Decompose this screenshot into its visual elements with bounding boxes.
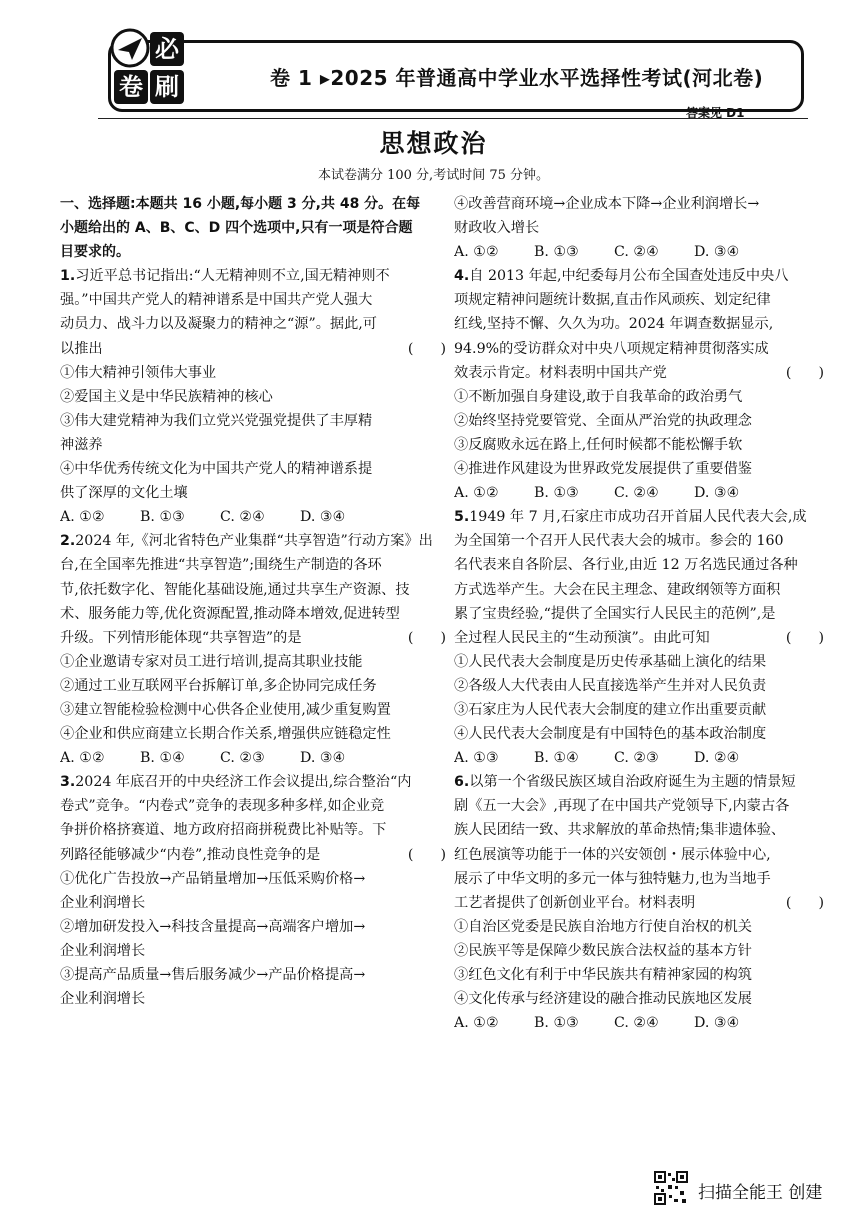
- question-number: 4.: [454, 268, 470, 285]
- text-line: ③提高产品质量→售后服务减少→产品价格提高→: [60, 967, 366, 983]
- text-line: ①伟大精神引领伟大事业: [60, 364, 217, 381]
- answer-options: [454, 746, 824, 770]
- text-line: 卷式”竞争。“内卷式”竞争的表现多种多样,如企业竞: [60, 798, 385, 815]
- question-text: 2024 年,《河北省特色产业集群“共享智造”行动方案》出: [75, 533, 433, 550]
- option-b: B. ①③: [140, 509, 185, 526]
- option-a: A. ①③: [454, 750, 499, 767]
- answer-reference: 答案见 D1: [686, 106, 745, 120]
- text-line: ④改善营商环境→企业成本下降→企业利润增长→: [454, 196, 760, 212]
- logo-char-bi: 必: [150, 32, 184, 66]
- question-stem-end: [60, 843, 446, 867]
- question-stem-end: [60, 626, 446, 650]
- question-number: 5.: [454, 509, 470, 526]
- stem-text: 以推出: [60, 340, 103, 357]
- text-line: ④推进作风建设为世界政党发展提供了重要借鉴: [454, 461, 752, 478]
- question-start: [454, 770, 824, 794]
- text-line: ③红色文化有利于中华民族共有精神家园的构筑: [454, 967, 752, 983]
- scanner-watermark: 扫描全能王 创建: [698, 1183, 823, 1203]
- logo-char-shua: 刷: [150, 70, 184, 104]
- text-line: 财政收入增长: [454, 220, 540, 237]
- answer-blank: ( ): [407, 629, 446, 646]
- question-start: [454, 505, 824, 529]
- text-line: 节,依托数字化、智能化基础设施,通过共享生产资源、技: [60, 581, 410, 598]
- answer-blank: ( ): [785, 629, 824, 646]
- text-line: 94.9%的受访群众对中央八项规定精神贯彻落实成: [454, 340, 769, 357]
- question-text: 以第一个省级民族区域自治政府诞生为主题的情景短: [469, 774, 796, 791]
- text-line: ④文化传承与经济建设的融合推动民族地区发展: [454, 991, 752, 1008]
- text-line: 红线,坚持不懈、久久为功。2024 年调查数据显示,: [454, 316, 774, 333]
- answer-blank: ( ): [407, 846, 446, 863]
- option-a: A. ①②: [454, 1015, 499, 1032]
- question-stem-end: [454, 626, 824, 650]
- option-c: C. ②④: [220, 509, 265, 526]
- stem-text: 列路径能够减少“内卷”,推动良性竞争的是: [60, 846, 321, 863]
- stem-text: 全过程人民民主的“生动预演”。由此可知: [454, 629, 710, 646]
- text-line: 展示了中华文明的多元一体与独特魅力,也为当地手: [454, 870, 771, 887]
- text-line: ③石家庄为人民代表大会制度的建立作出重要贡献: [454, 701, 767, 718]
- header-rule: [98, 118, 808, 119]
- option-b: B. ①③: [534, 1015, 579, 1032]
- option-b: B. ①④: [140, 750, 185, 767]
- option-a: A. ①②: [454, 244, 499, 261]
- text-line: 族人民团结一致、共求解放的革命热情;集非遗体验、: [454, 822, 786, 839]
- text-line: 累了宝贵经验,“提供了全国实行人民民主的范例”,是: [454, 605, 776, 622]
- text-line: ③反腐败永远在路上,任何时候都不能松懈手软: [454, 436, 743, 453]
- stem-text: 效表示肯定。材料表明中国共产党: [454, 364, 667, 381]
- option-d: D. ③④: [694, 244, 740, 261]
- option-d: D. ③④: [300, 750, 346, 767]
- exam-title: 卷 1 ▸2025 年普通高中学业水平选择性考试(河北卷): [270, 66, 764, 90]
- brand-logo: [110, 28, 186, 106]
- text-line: 名代表来自各阶层、各行业,由近 12 万名选民通过各种: [454, 557, 798, 574]
- option-c: C. ②④: [614, 485, 659, 502]
- text-line: 强。”中国共产党人的精神谱系是中国共产党人强大: [60, 292, 373, 309]
- text-line: 供了深厚的文化土壤: [60, 485, 188, 502]
- question-number: 3.: [60, 774, 76, 791]
- answer-blank: ( ): [407, 340, 446, 357]
- answer-blank: ( ): [785, 894, 824, 911]
- question-start: [454, 264, 824, 288]
- option-a: A. ①②: [60, 750, 105, 767]
- exam-note: 本试卷满分 100 分,考试时间 75 分钟。: [317, 168, 550, 183]
- text-line: 方式选举产生。大会在民主理念、建政纲领等方面积: [454, 581, 781, 598]
- logo-char-juan: 卷: [114, 70, 148, 104]
- answer-options: [454, 481, 824, 505]
- text-line: ②始终坚持党要管党、全面从严治党的执政理念: [454, 412, 752, 429]
- text-line: 争拼价格挤赛道、地方政府招商拼税费比补贴等。下: [60, 822, 387, 839]
- question-number: 1.: [60, 268, 76, 285]
- text-line: ②各级人大代表由人民直接选举产生并对人民负责: [454, 677, 767, 694]
- option-c: C. ②③: [220, 750, 265, 767]
- answer-blank: ( ): [785, 364, 824, 381]
- text-line: 术、服务能力等,优化资源配置,推动降本增效,促进转型: [60, 605, 400, 622]
- text-line: ④中华优秀传统文化为中国共产党人的精神谱系提: [60, 461, 373, 478]
- text-line: 剧《五一大会》,再现了在中国共产党领导下,内蒙古各: [454, 798, 790, 815]
- option-d: D. ②④: [694, 750, 740, 767]
- text-line: ②增加研发投入→科技含量提高→高端客户增加→: [60, 918, 366, 935]
- text-line: 企业利润增长: [60, 991, 146, 1008]
- text-line: ②爱国主义是中华民族精神的核心: [60, 388, 273, 405]
- option-d: D. ③④: [694, 1015, 740, 1032]
- section-instructions: 目要求的。: [60, 244, 130, 261]
- text-line: ③建立智能检验检测中心供各企业使用,减少重复购置: [60, 701, 391, 718]
- text-line: 红色展演等功能于一体的兴安领创・展示体验中心,: [454, 846, 771, 863]
- question-start: [60, 264, 446, 288]
- question-number: 2.: [60, 533, 76, 550]
- text-line: 项规定精神问题统计数据,直击作风顽疾、划定纪律: [454, 292, 771, 309]
- question-stem-end: [454, 891, 824, 915]
- option-b: B. ①③: [534, 485, 579, 502]
- text-line: ③伟大建党精神为我们立党兴党强党提供了丰厚精: [60, 412, 373, 429]
- question-text: 1949 年 7 月,石家庄市成功召开首届人民代表大会,成: [469, 509, 807, 526]
- text-line: 企业利润增长: [60, 894, 146, 911]
- stem-text: 工艺者提供了创新创业平台。材料表明: [454, 894, 696, 911]
- option-b: B. ①④: [534, 750, 579, 767]
- qr-code-icon: [654, 1171, 688, 1205]
- answer-options: [60, 746, 446, 770]
- text-line: 神滋养: [60, 436, 103, 453]
- stem-text: 升级。下列情形能体现“共享智造”的是: [60, 629, 302, 646]
- option-c: C. ②④: [614, 244, 659, 261]
- option-c: C. ②④: [614, 1015, 659, 1032]
- option-d: D. ③④: [300, 509, 346, 526]
- answer-options: [454, 240, 824, 264]
- text-line: ①企业邀请专家对员工进行培训,提高其职业技能: [60, 653, 363, 670]
- text-line: ②通过工业互联网平台拆解订单,多企协同完成任务: [60, 677, 377, 694]
- text-line: ②民族平等是保障少数民族合法权益的基本方针: [454, 942, 752, 959]
- subject-title: 思想政治: [379, 129, 488, 158]
- text-line: ④人民代表大会制度是有中国特色的基本政治制度: [454, 726, 767, 743]
- answer-options: [60, 505, 446, 529]
- option-b: B. ①③: [534, 244, 579, 261]
- text-line: ①不断加强自身建设,敢于自我革命的政治勇气: [454, 388, 743, 405]
- question-stem-end: [454, 361, 824, 385]
- text-line: ①人民代表大会制度是历史传承基础上演化的结果: [454, 653, 767, 670]
- question-text: 2024 年底召开的中央经济工作会议提出,综合整治“内: [75, 774, 412, 791]
- text-line: 企业利润增长: [60, 942, 146, 959]
- question-start: [60, 529, 446, 553]
- text-line: ①优化广告投放→产品销量增加→压低采购价格→: [60, 870, 366, 887]
- left-column: [60, 192, 446, 1011]
- option-d: D. ③④: [694, 485, 740, 502]
- text-line: 为全国第一个召开人民代表大会的城市。参会的 160: [454, 533, 784, 550]
- question-stem-end: [60, 337, 446, 361]
- option-a: A. ①②: [454, 485, 499, 502]
- text-line: ④企业和供应商建立长期合作关系,增强供应链稳定性: [60, 726, 391, 743]
- question-start: [60, 770, 446, 794]
- text-line: 台,在全国率先推进“共享智造”;围绕生产制造的各环: [60, 557, 382, 574]
- text-line: 动员力、战斗力以及凝聚力的精神之“源”。据此,可: [60, 316, 377, 333]
- option-a: A. ①②: [60, 509, 105, 526]
- section-instructions: 一、选择题:本题共 16 小题,每小题 3 分,共 48 分。在每: [60, 196, 421, 212]
- answer-options: [454, 1011, 824, 1035]
- question-number: 6.: [454, 774, 470, 791]
- section-instructions: 小题给出的 A、B、C、D 四个选项中,只有一项是符合题: [60, 220, 413, 237]
- right-column: [454, 192, 824, 1035]
- question-text: 自 2013 年起,中纪委每月公布全国查处违反中央八: [469, 268, 789, 285]
- text-line: ①自治区党委是民族自治地方行使自治权的机关: [454, 918, 752, 935]
- option-c: C. ②③: [614, 750, 659, 767]
- question-text: 习近平总书记指出:“人无精神则不立,国无精神则不: [75, 268, 390, 285]
